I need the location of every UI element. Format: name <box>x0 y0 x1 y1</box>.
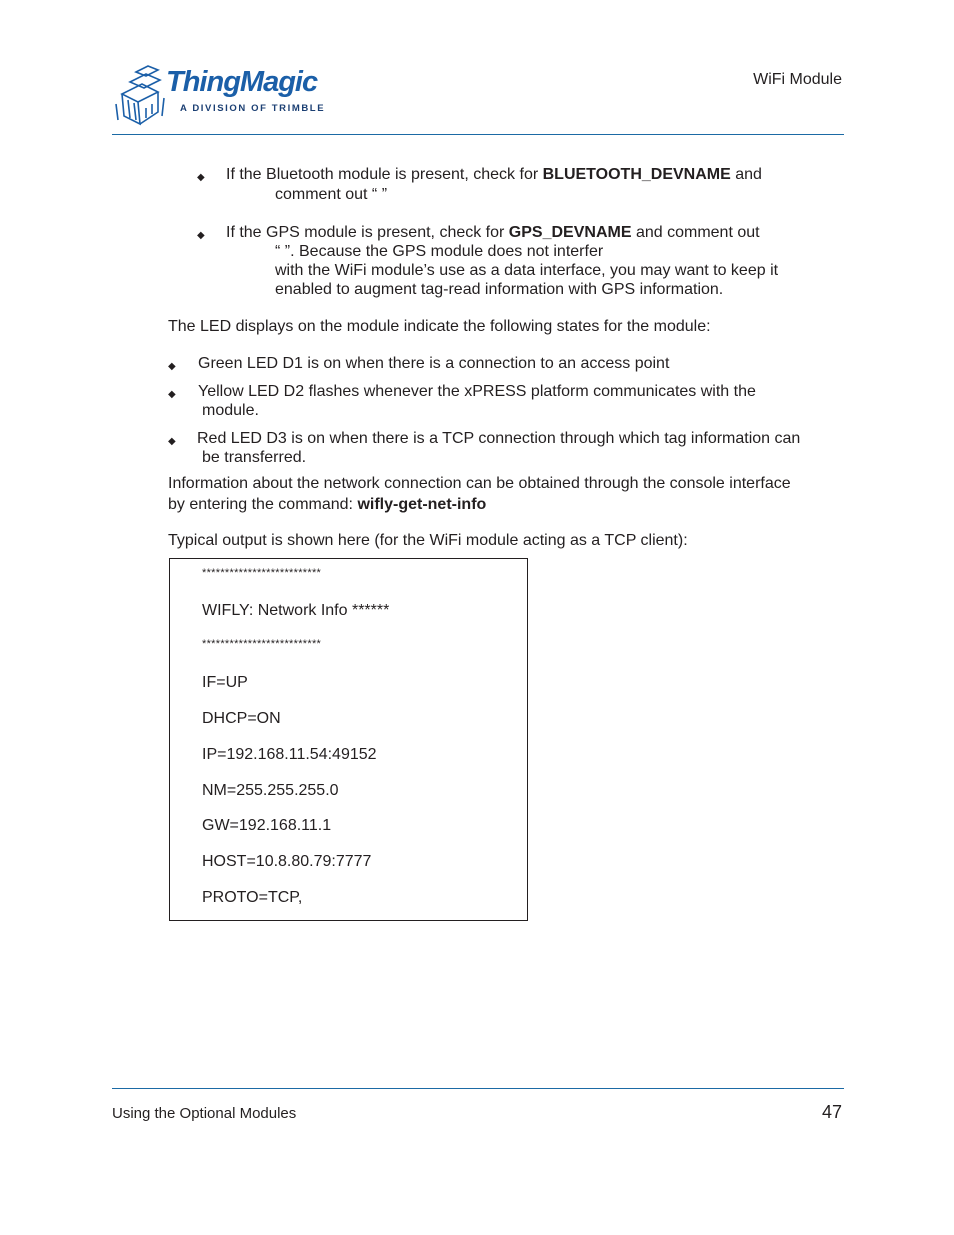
sub-bullet-gps <box>226 223 760 242</box>
console-line: HOST=10.8.80.79:7777 <box>202 853 372 870</box>
sub-bullet-continuation: comment out “ ” <box>275 186 388 203</box>
brand-tagline: A DIVISION OF TRIMBLE <box>180 103 326 114</box>
led-item-continuation: module. <box>202 402 259 419</box>
sub-bullet-text: and <box>730 166 762 183</box>
sub-bullet-text: If the Bluetooth module is present, check for <box>226 166 543 183</box>
led-item-red: Red LED D3 is on when there is a TCP connection through which tag information can <box>197 430 801 447</box>
sub-bullet-continuation: “ ”. Because the GPS module does not interfer <box>275 243 604 260</box>
info-paragraph-text: by entering the command: <box>168 496 358 513</box>
sub-bullet-bluetooth <box>226 165 762 184</box>
sub-bullet-text: and comment out <box>631 224 760 241</box>
bullet-icon: ◆ <box>168 389 176 400</box>
bullet-icon: ◆ <box>197 230 205 241</box>
header-divider <box>112 134 844 135</box>
sub-bullet-continuation: with the WiFi module’s use as a data interface, you may want to keep it <box>275 262 779 279</box>
console-stars-top: ************************** <box>202 567 322 579</box>
console-line: NM=255.255.255.0 <box>202 782 339 799</box>
bullet-icon: ◆ <box>168 436 176 447</box>
footer-chapter-title: Using the Optional Modules <box>112 1105 297 1122</box>
led-intro-paragraph: The LED displays on the module indicate the following states for the module: <box>168 318 711 335</box>
console-line: IF=UP <box>202 674 248 691</box>
footer-divider <box>112 1088 844 1089</box>
console-stars-bottom: ************************** <box>202 638 322 650</box>
console-line: IP=192.168.11.54:49152 <box>202 746 377 763</box>
info-paragraph-command-line <box>168 495 486 514</box>
sub-bullet-text: If the GPS module is present, check for <box>226 224 509 241</box>
led-item-green: Green LED D1 is on when there is a connection to an access point <box>198 355 670 372</box>
console-line: DHCP=ON <box>202 710 281 727</box>
page-number: 47 <box>821 1102 842 1122</box>
keyword-bluetooth-devname: BLUETOOTH_DEVNAME <box>542 166 731 183</box>
brand-name: ThingMagic <box>166 66 318 98</box>
led-item-yellow: Yellow LED D2 flashes whenever the xPRESS platform communicates with the <box>198 383 756 400</box>
info-paragraph-line: Information about the network connection can be obtained through the console interface <box>168 475 791 492</box>
keyword-gps-devname: GPS_DEVNAME <box>508 224 632 241</box>
console-line: GW=192.168.11.1 <box>202 817 332 834</box>
bullet-icon: ◆ <box>197 172 205 183</box>
console-line: PROTO=TCP, <box>202 889 303 906</box>
bullet-icon: ◆ <box>168 361 176 372</box>
typical-output-paragraph: Typical output is shown here (for the WiFi module acting as a TCP client): <box>168 532 688 549</box>
command-name: wifly-get-net-info <box>357 496 487 513</box>
sub-bullet-continuation: enabled to augment tag-read information with GPS information. <box>275 281 724 298</box>
section-title: WiFi Module <box>753 71 842 88</box>
console-title: WIFLY: Network Info ****** <box>202 602 390 619</box>
led-item-continuation: be transferred. <box>202 449 307 466</box>
